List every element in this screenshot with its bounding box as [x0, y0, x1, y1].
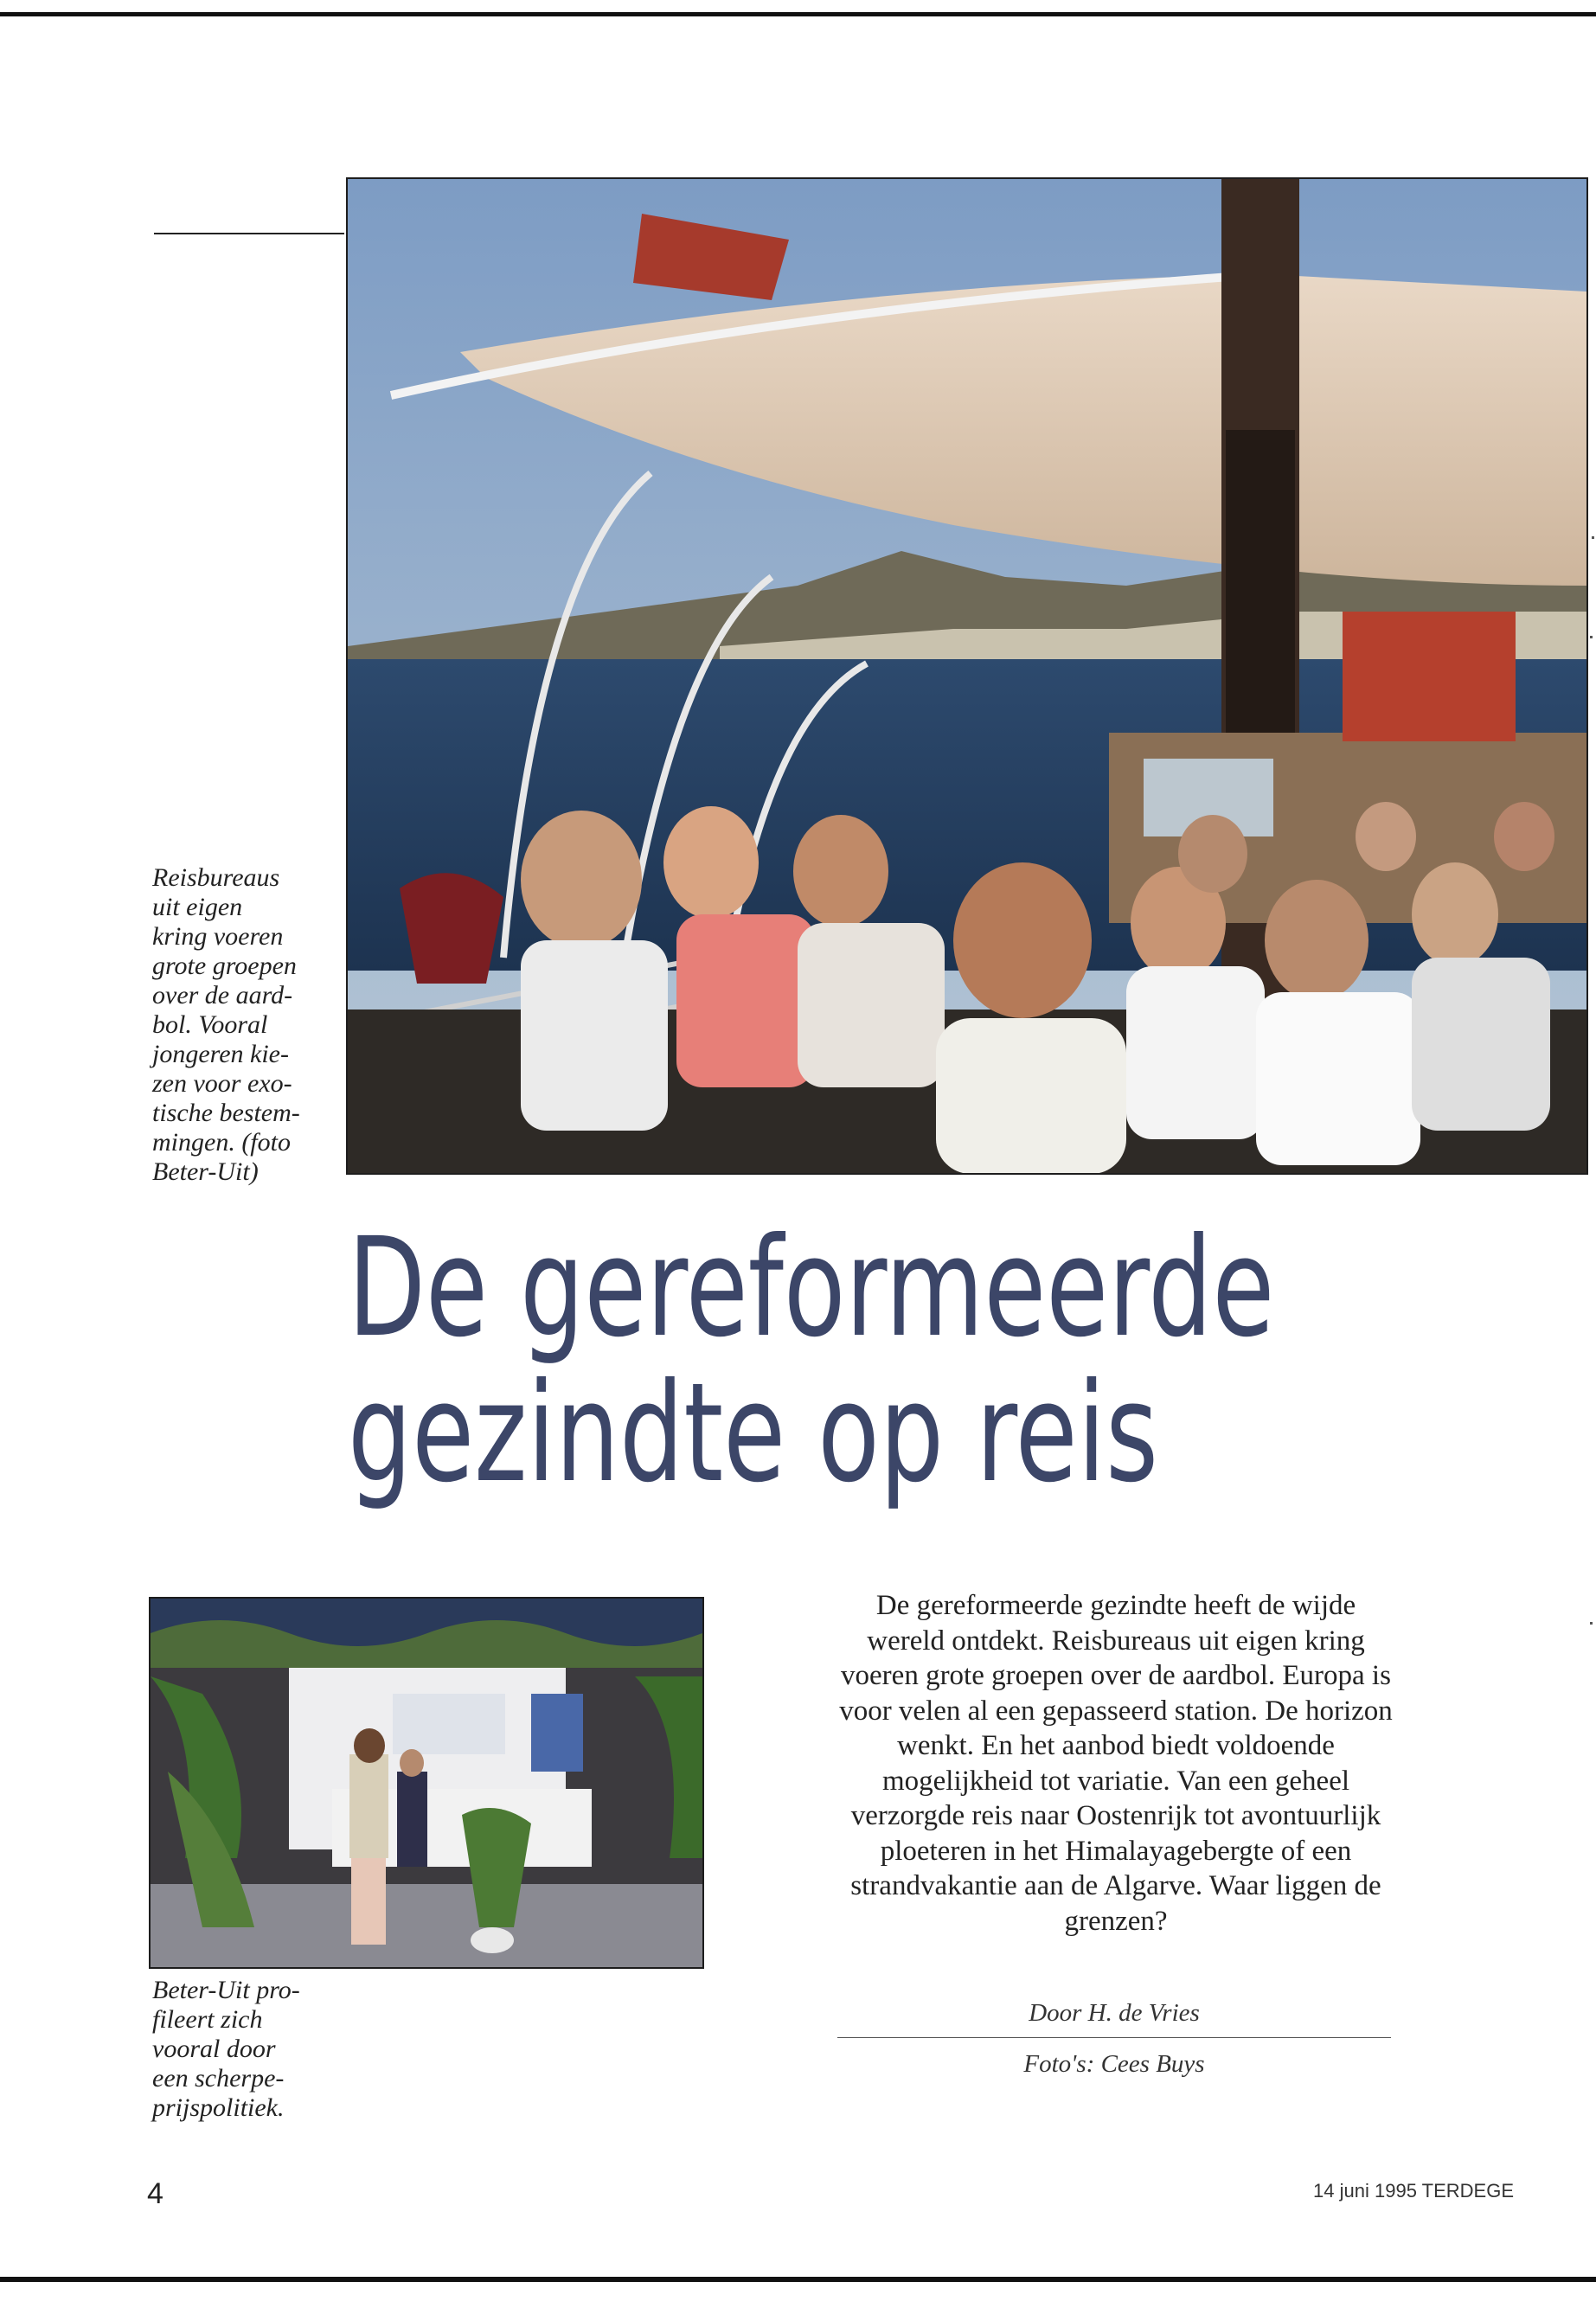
- page-number: 4: [147, 2177, 163, 2210]
- headline-line-1: De gereformeerde: [348, 1208, 1275, 1368]
- article-headline: [348, 1208, 1275, 1513]
- article-intro: De gereformeerde gezindte heeft de wijde wereld ontdekt. Reisbureaus uit eigen kring voeren grote groepen over de aardbol. Europa is voor velen al een gepasseerd station. De horizon wenkt. En het aanbod biedt voldoende mogelijkheid tot variatie. Van een geheel verzorgde reis naar Oostenrijk tot avontuurlijk ploeteren in het Himalayagebergte of een strandvakantie aan de Algarve. Waar liggen de grenzen?: [839, 1590, 1393, 1937]
- travel-fair-illustration: [151, 1599, 702, 1967]
- travel-fair-photo: [149, 1597, 704, 1969]
- bottom-rule: [0, 2277, 1596, 2282]
- photo-caption-stand: Beter-Uit pro- fileert zich vooral door een scherpe- prijspolitiek.: [152, 1976, 300, 2122]
- scan-mark: [1592, 536, 1594, 539]
- scan-mark: [1590, 636, 1593, 638]
- photo-caption-boat: Reisbureaus uit eigen kring voeren grote groepen over de aard- bol. Vooral jongeren kie- zen voor exo- tische bestem- mingen. (foto Beter-Uit): [152, 863, 300, 1186]
- byline-photographer: Foto's: Cees Buys: [1023, 2050, 1205, 2078]
- boat-photo: [346, 177, 1588, 1175]
- top-rule: [0, 12, 1596, 16]
- byline-author: Door H. de Vries: [1029, 1999, 1200, 2027]
- boat-photo-illustration: [348, 179, 1586, 1173]
- byline-divider: [837, 2037, 1391, 2038]
- headline-line-2: gezindte op reis: [348, 1354, 1159, 1513]
- caption-rule: [154, 233, 344, 234]
- scan-mark: [1590, 1622, 1593, 1625]
- issue-date: 14 juni 1995 TERDEGE: [1313, 2180, 1514, 2202]
